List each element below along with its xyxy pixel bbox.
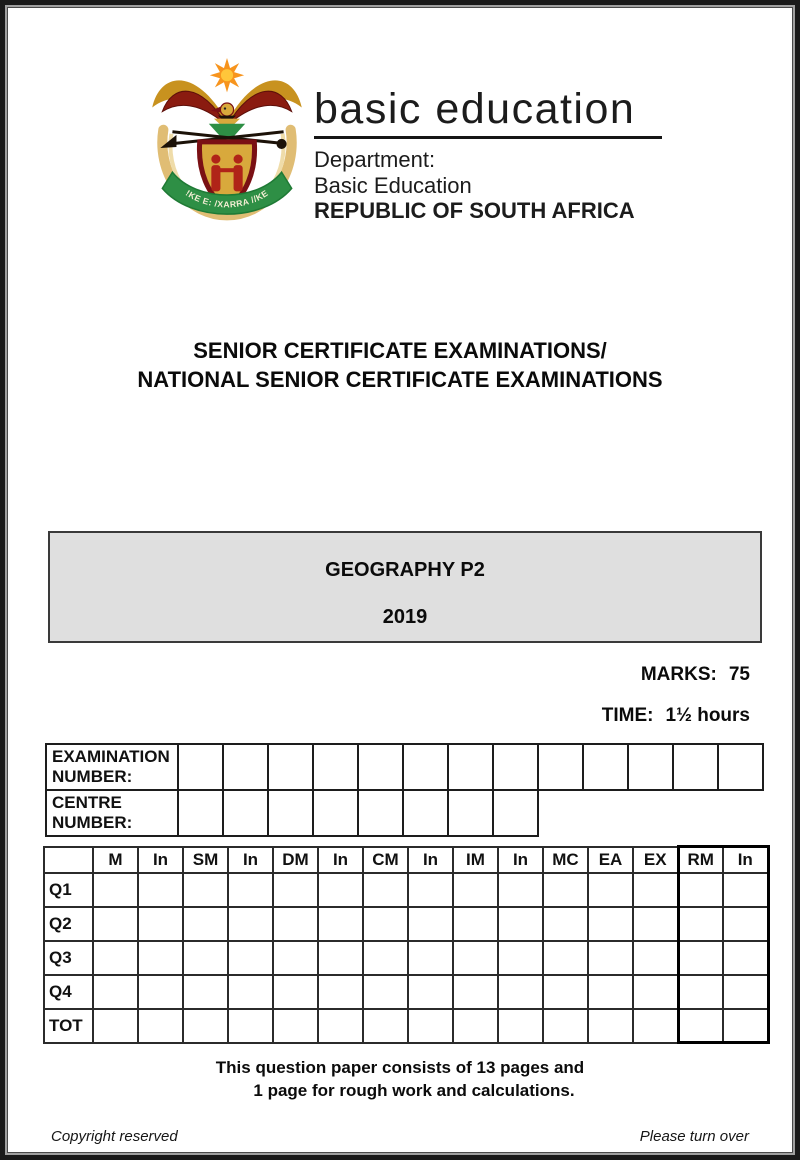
marks-column-header: In — [318, 847, 363, 873]
centre-number-cell — [268, 790, 313, 836]
marks-cell — [363, 975, 408, 1009]
marks-cell — [498, 975, 543, 1009]
marks-column-header: In — [138, 847, 183, 873]
turn-over-note: Please turn over — [639, 1128, 749, 1145]
note-line-1: This question paper consists of 13 pages and — [215, 1058, 585, 1077]
examination-number-cell — [313, 744, 358, 790]
marks-grid-table — [43, 845, 770, 1044]
knobkierie-knob — [277, 139, 287, 149]
examination-number-cell — [628, 744, 673, 790]
marks-cell — [363, 907, 408, 941]
marks-cell — [408, 907, 453, 941]
examination-number-label-line: EXAMINATION — [52, 747, 170, 766]
marks-cell — [633, 1009, 678, 1043]
marks-cell — [363, 873, 408, 907]
marks-cell — [453, 907, 498, 941]
marks-cell — [408, 975, 453, 1009]
marks-cell — [273, 907, 318, 941]
marks-cell — [183, 975, 228, 1009]
marks-cell — [543, 907, 588, 941]
coat-of-arms-logo — [146, 55, 308, 247]
time-line — [602, 705, 750, 727]
marks-cell — [678, 1009, 723, 1043]
dept-line-2: Basic Education — [314, 172, 472, 198]
examination-number-cell — [448, 744, 493, 790]
marks-header-corner — [44, 847, 93, 873]
note-line-2: 1 page for rough work and calculations. — [253, 1081, 575, 1100]
marks-column-header: In — [228, 847, 273, 873]
candidate-number-table — [45, 743, 764, 837]
marks-cell — [633, 941, 678, 975]
marks-column-header: EX — [633, 847, 678, 873]
marks-cell — [498, 941, 543, 975]
marks-cell — [498, 1009, 543, 1043]
marks-cell — [228, 975, 273, 1009]
marks-cell — [678, 941, 723, 975]
centre-number-label-line: NUMBER: — [52, 813, 133, 832]
dept-line-1: Department: — [314, 147, 436, 172]
marks-cell — [408, 1009, 453, 1043]
marks-cell — [228, 907, 273, 941]
marks-cell — [588, 1009, 633, 1043]
marks-cell — [633, 907, 678, 941]
marks-column-header: In — [408, 847, 453, 873]
marks-cell — [453, 975, 498, 1009]
marks-cell — [93, 907, 138, 941]
marks-cell — [318, 1009, 363, 1043]
marks-cell — [138, 941, 183, 975]
marks-cell — [138, 907, 183, 941]
examination-number-cell — [358, 744, 403, 790]
bird-head — [220, 103, 233, 116]
centre-number-label-line: CENTRE — [52, 793, 122, 812]
marks-cell — [588, 941, 633, 975]
page-title — [5, 336, 795, 394]
bird-eye — [224, 107, 226, 109]
basic-education-wordmark: basic education — [314, 85, 636, 133]
marks-cell — [183, 1009, 228, 1043]
copyright-note: Copyright reserved — [51, 1128, 178, 1145]
marks-cell — [588, 975, 633, 1009]
title-line-2: NATIONAL SENIOR CERTIFICATE EXAMINATIONS — [137, 367, 663, 392]
marks-cell — [453, 1009, 498, 1043]
marks-column-header: CM — [363, 847, 408, 873]
marks-cell — [543, 941, 588, 975]
examination-number-row — [46, 744, 763, 790]
marks-cell — [453, 873, 498, 907]
marks-cell — [318, 907, 363, 941]
marks-row-q1 — [44, 873, 768, 907]
marks-value: 75 — [728, 664, 750, 685]
marks-cell — [93, 1009, 138, 1043]
centre-number-cell — [403, 790, 448, 836]
marks-column-header: DM — [273, 847, 318, 873]
marks-cell — [453, 941, 498, 975]
marks-column-header: MC — [543, 847, 588, 873]
marks-cell — [588, 873, 633, 907]
marks-column-header: M — [93, 847, 138, 873]
marks-row-label: TOT — [44, 1009, 93, 1043]
marks-cell — [723, 975, 768, 1009]
centre-number-cell — [493, 790, 538, 836]
shield-figures-arms — [217, 168, 237, 172]
centre-number-row — [46, 790, 763, 836]
examination-number-cell — [718, 744, 763, 790]
subject-name: GEOGRAPHY P2 — [325, 559, 485, 581]
marks-cell — [543, 1009, 588, 1043]
marks-cell — [633, 975, 678, 1009]
marks-cell — [678, 975, 723, 1009]
marks-column-header: RM — [678, 847, 723, 873]
marks-label: MARKS: — [640, 664, 717, 685]
wordmark-underline — [314, 136, 662, 139]
centre-number-cell — [178, 790, 223, 836]
marks-cell — [318, 873, 363, 907]
marks-column-header: In — [723, 847, 768, 873]
examination-number-cell — [403, 744, 448, 790]
marks-cell — [723, 873, 768, 907]
examination-number-cell — [178, 744, 223, 790]
title-line-1: SENIOR CERTIFICATE EXAMINATIONS/ — [193, 338, 607, 363]
marks-cell — [138, 975, 183, 1009]
sun-core — [221, 69, 233, 81]
time-label: TIME: — [601, 705, 654, 726]
coat-of-arms-icon — [146, 55, 308, 247]
marks-cell — [588, 907, 633, 941]
marks-cell — [678, 907, 723, 941]
marks-cell — [273, 941, 318, 975]
marks-cell — [408, 873, 453, 907]
marks-column-header: In — [498, 847, 543, 873]
marks-row-q2 — [44, 907, 768, 941]
marks-row-label: Q3 — [44, 941, 93, 975]
marks-cell — [183, 907, 228, 941]
marks-cell — [318, 941, 363, 975]
marks-row-tot — [44, 1009, 768, 1043]
marks-cell — [228, 941, 273, 975]
marks-cell — [93, 975, 138, 1009]
marks-cell — [183, 941, 228, 975]
examination-number-cell — [493, 744, 538, 790]
marks-cell — [273, 1009, 318, 1043]
marks-cell — [318, 975, 363, 1009]
marks-cell — [633, 873, 678, 907]
dept-country: REPUBLIC OF SOUTH AFRICA — [314, 198, 635, 223]
shield-figure-right-head — [234, 155, 243, 164]
department-branding — [314, 85, 694, 224]
marks-cell — [183, 873, 228, 907]
marks-cell — [408, 941, 453, 975]
marks-cell — [138, 873, 183, 907]
marks-cell — [93, 941, 138, 975]
marks-cell — [498, 907, 543, 941]
department-lines — [314, 147, 694, 224]
marks-column-header: SM — [183, 847, 228, 873]
centre-number-cell — [313, 790, 358, 836]
marks-column-header: EA — [588, 847, 633, 873]
marks-cell — [498, 873, 543, 907]
marks-cell — [93, 873, 138, 907]
centre-number-cell — [358, 790, 403, 836]
examination-number-label — [46, 744, 178, 790]
marks-cell — [363, 941, 408, 975]
marks-row-q4 — [44, 975, 768, 1009]
examination-number-cell — [268, 744, 313, 790]
marks-header-row — [44, 847, 768, 873]
marks-cell — [228, 873, 273, 907]
examination-number-cell — [538, 744, 583, 790]
marks-cell — [723, 1009, 768, 1043]
exam-year: 2019 — [382, 606, 428, 628]
marks-cell — [678, 873, 723, 907]
marks-row-q3 — [44, 941, 768, 975]
marks-column-header: IM — [453, 847, 498, 873]
examination-number-cell — [583, 744, 628, 790]
motto-text: !KE E: /XARRA //KE — [183, 187, 271, 210]
marks-row-label: Q2 — [44, 907, 93, 941]
subject-box — [48, 531, 762, 643]
marks-row-label: Q4 — [44, 975, 93, 1009]
marks-cell — [273, 873, 318, 907]
centre-number-cell — [448, 790, 493, 836]
page-count-note — [5, 1056, 795, 1102]
examination-number-cell — [223, 744, 268, 790]
marks-cell — [543, 975, 588, 1009]
marks-cell — [363, 1009, 408, 1043]
centre-number-label — [46, 790, 178, 836]
marks-cell — [228, 1009, 273, 1043]
shield-figure-left-head — [211, 155, 220, 164]
examination-number-label-line: NUMBER: — [52, 767, 133, 786]
marks-cell — [543, 873, 588, 907]
centre-number-cell — [223, 790, 268, 836]
time-value: 1½ hours — [665, 705, 750, 726]
marks-cell — [273, 975, 318, 1009]
marks-cell — [723, 907, 768, 941]
marks-cell — [138, 1009, 183, 1043]
marks-cell — [723, 941, 768, 975]
marks-row-label: Q1 — [44, 873, 93, 907]
examination-number-cell — [673, 744, 718, 790]
marks-line — [641, 664, 750, 686]
